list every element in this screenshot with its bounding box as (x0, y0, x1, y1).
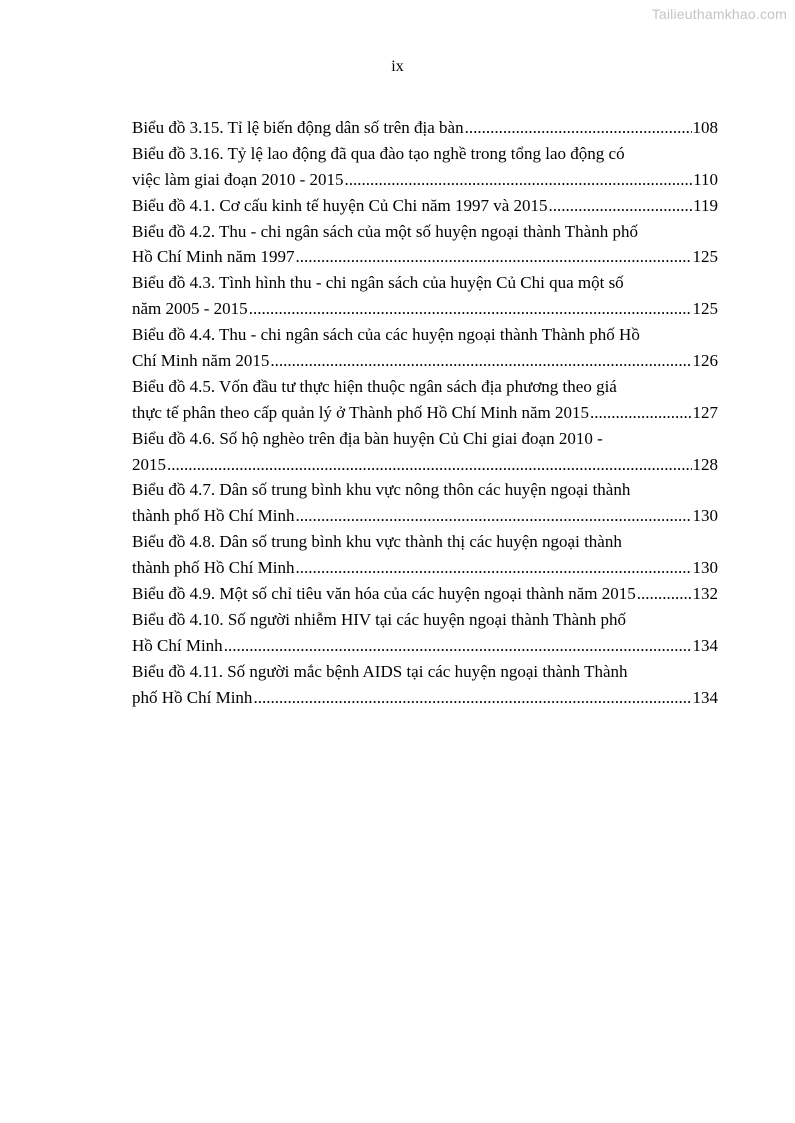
dot-leader (295, 503, 691, 529)
toc-entry[interactable] (132, 270, 718, 322)
toc-entry-title-continuation: Chí Minh năm 2015 (132, 351, 270, 371)
toc-entry-title: Biểu đồ 4.7. Dân số trung bình khu vực nông thôn các huyện ngoại thành (132, 480, 631, 500)
toc-entry[interactable] (132, 141, 718, 193)
toc-entry-final-line (132, 348, 718, 374)
toc-entry-title: Biểu đồ 4.3. Tình hình thu - chi ngân sách của huyện Củ Chi qua một số (132, 273, 624, 293)
toc-entry-page-number: 134 (692, 687, 718, 707)
dot-leader (465, 115, 692, 141)
toc-entry-title: Biểu đồ 4.11. Số người mắc bệnh AIDS tại các huyện ngoại thành Thành (132, 661, 628, 681)
watermark: Tailieuthamkhao.com (651, 6, 787, 22)
toc-entry-final-line (132, 503, 718, 529)
toc-entry-final-line (132, 685, 718, 711)
toc-entry-title: Biểu đồ 3.16. Tỷ lệ lao động đã qua đào tạo nghề trong tổng lao động có (132, 143, 625, 163)
dot-leader (295, 555, 691, 581)
toc-entry[interactable] (132, 607, 718, 659)
toc-entry-final-line (132, 633, 718, 659)
toc-entry[interactable] (132, 477, 718, 529)
toc-entry-title: Biểu đồ 4.5. Vốn đầu tư thực hiện thuộc ngân sách địa phương theo giá (132, 376, 617, 396)
toc-entry[interactable] (132, 426, 718, 478)
toc-entry-title: Biểu đồ 4.1. Cơ cấu kinh tế huyện Củ Chi năm 1997 và 2015 (132, 195, 548, 215)
toc-entry[interactable] (132, 581, 718, 607)
toc-entry-title-continuation: Hồ Chí Minh năm 1997 (132, 247, 295, 267)
toc-entry[interactable] (132, 374, 718, 426)
toc-entry-title-continuation: thực tế phân theo cấp quản lý ở Thành phố Hồ Chí Minh năm 2015 (132, 402, 589, 422)
toc-entry-page-number: 132 (692, 584, 718, 604)
toc-entry-title: Biểu đồ 4.2. Thu - chi ngân sách của một số huyện ngoại thành Thành phố (132, 221, 638, 241)
toc-entry-page-number: 108 (692, 118, 718, 137)
toc-entry-page-number: 125 (692, 299, 718, 319)
toc-entry[interactable] (132, 322, 718, 374)
toc-entry-title: Biểu đồ 4.6. Số hộ nghèo trên địa bàn huyện Củ Chi giai đoạn 2010 - (132, 428, 603, 448)
toc-entry-final-line (132, 581, 718, 607)
toc-entry[interactable] (132, 115, 718, 141)
toc-entry-page-number: 130 (692, 506, 718, 526)
toc-entry-page-number: 125 (692, 247, 718, 267)
toc-entry-final-line (132, 244, 718, 270)
toc-entry-title-continuation: năm 2005 - 2015 (132, 299, 248, 319)
toc-entry-page-number: 110 (693, 169, 718, 189)
dot-leader (637, 581, 692, 607)
dot-leader (270, 348, 691, 374)
dot-leader (590, 400, 692, 426)
toc-entry-final-line (132, 400, 718, 426)
dot-leader (224, 633, 692, 659)
dot-leader (295, 244, 691, 270)
dot-leader (249, 296, 692, 322)
toc-entry-page-number: 128 (692, 454, 718, 474)
toc-entry-title: Biểu đồ 4.8. Dân số trung bình khu vực thành thị các huyện ngoại thành (132, 532, 622, 552)
toc-entry-final-line (132, 452, 718, 478)
toc-entry-title-continuation: 2015 (132, 454, 166, 474)
toc-entry-title: Biểu đồ 4.4. Thu - chi ngân sách của các huyện ngoại thành Thành phố Hồ (132, 325, 640, 345)
toc-entry-title: Biểu đồ 3.15. Tỉ lệ biến động dân số trên địa bàn (132, 118, 464, 137)
toc-entry-title-continuation: thành phố Hồ Chí Minh (132, 558, 295, 578)
toc-entry[interactable] (132, 529, 718, 581)
dot-leader (167, 452, 692, 478)
toc-entry[interactable] (132, 659, 718, 711)
toc-entry-title-continuation: phố Hồ Chí Minh (132, 687, 253, 707)
toc-entry-page-number: 127 (692, 402, 718, 422)
toc-entry-title-continuation: việc làm giai đoạn 2010 - 2015 (132, 169, 344, 189)
toc-entry-title: Biểu đồ 4.9. Một số chỉ tiêu văn hóa của các huyện ngoại thành năm 2015 (132, 584, 636, 604)
dot-leader (549, 193, 693, 219)
toc-entry-page-number: 119 (693, 195, 718, 215)
dot-leader (253, 685, 691, 711)
toc-entry-final-line (132, 555, 718, 581)
toc-entry-title: Biểu đồ 4.10. Số người nhiễm HIV tại các huyện ngoại thành Thành phố (132, 609, 626, 629)
figure-list (132, 115, 718, 710)
toc-entry[interactable] (132, 219, 718, 271)
toc-entry-title-continuation: thành phố Hồ Chí Minh (132, 506, 295, 526)
dot-leader (345, 167, 693, 193)
toc-entry-final-line (132, 167, 718, 193)
toc-entry-page-number: 130 (692, 558, 718, 578)
toc-entry-title-continuation: Hồ Chí Minh (132, 635, 223, 655)
toc-entry-page-number: 134 (692, 635, 718, 655)
toc-entry-final-line (132, 193, 718, 219)
toc-entry-final-line (132, 296, 718, 322)
toc-entry[interactable] (132, 193, 718, 219)
toc-entry-page-number: 126 (692, 351, 718, 371)
toc-entry-final-line (132, 115, 718, 141)
page-number: ix (391, 58, 404, 75)
